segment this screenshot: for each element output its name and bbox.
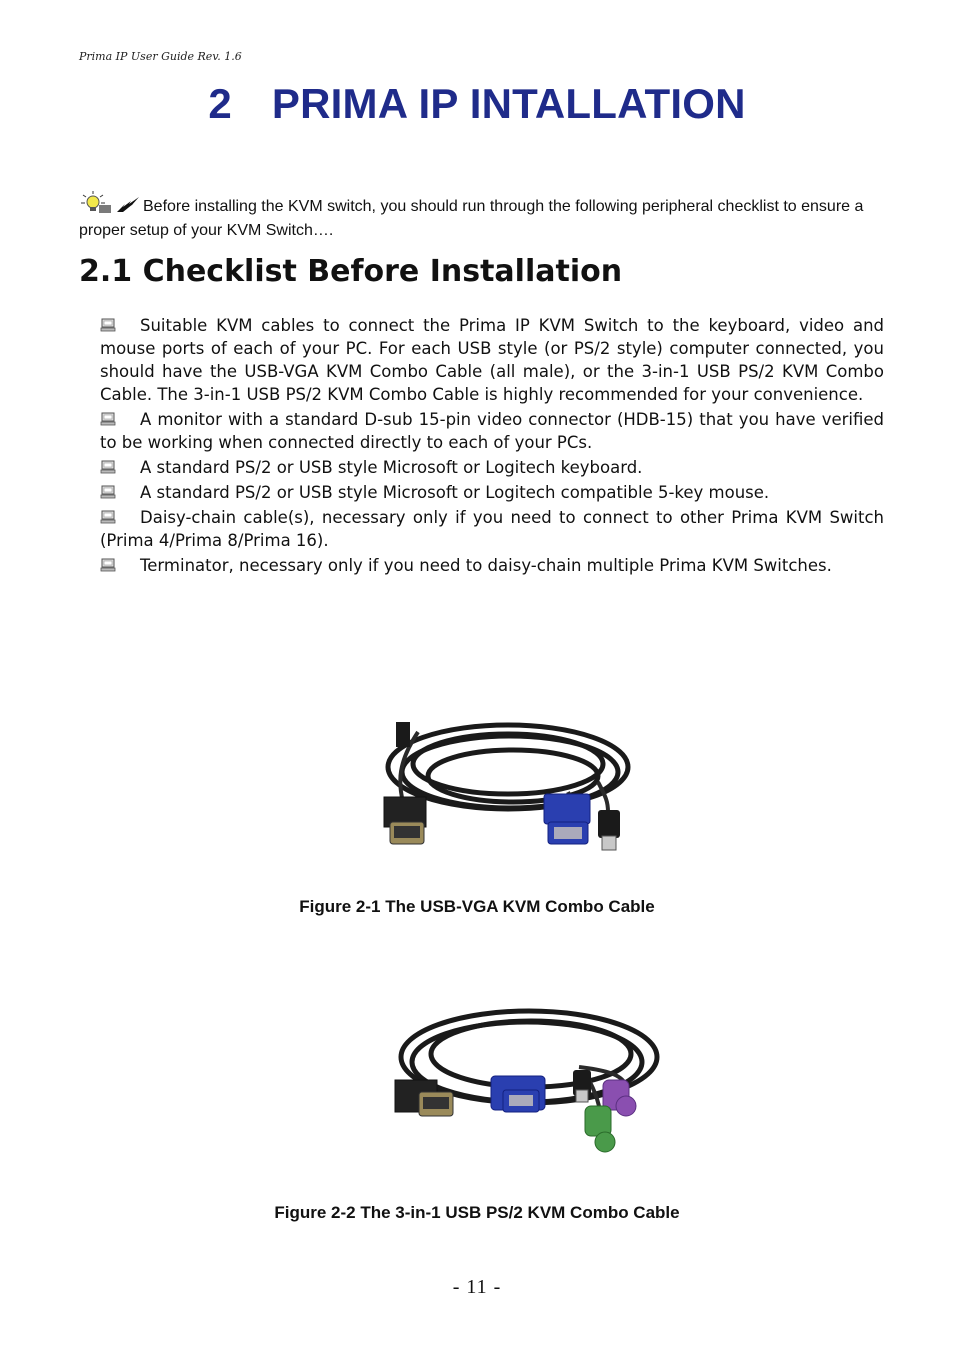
checklist-item: A standard PS/2 or USB style Microsoft or Logitech keyboard. [100,456,884,479]
computer-icon [100,412,116,426]
checklist-item: Terminator, necessary only if you need to daisy-chain multiple Prima KVM Switches. [100,554,884,577]
page-number: - 11 - [452,1276,502,1298]
checklist-item: A monitor with a standard D-sub 15-pin video connector (HDB-15) that you have verified to be working when connected directly to each of your PCs. [100,410,884,452]
checklist-item: Suitable KVM cables to connect the Prima IP KVM Switch to the keyboard, video and mouse ports of each of your PC. For each USB style (or PS/2 style) computer connected, you should have the USB-VGA KVM Combo Cable (all male), or the 3-in-1 USB PS/2 KVM Combo Cable. The 3-in-1 USB PS/2 KVM Combo Cable is highly recommended for your convenience. [100,316,884,404]
checklist-item: A standard PS/2 or USB style Microsoft or Logitech compatible 5-key mouse. [100,481,884,504]
computer-icon [100,485,116,499]
chapter-heading [0,80,954,128]
figure-caption: Figure 2-1 The USB-VGA KVM Combo Cable [299,897,655,916]
intro-paragraph [79,190,884,241]
usb-ps2-cable-photo [379,952,675,1184]
chapter-title: PRIMA IP INTALLATION [271,80,746,127]
checklist [100,314,884,579]
running-header: Prima IP User Guide Rev. 1.6 [79,50,242,63]
intro-text: Before installing the KVM switch, you should run through the following peripheral checklist to ensure a proper setup of your KVM Switch…. [79,198,864,239]
usb-vga-cable-photo [358,672,648,884]
intro-icons [79,190,141,220]
checklist-item: Daisy-chain cable(s), necessary only if you need to connect to other Prima KVM Switch (Prima 4/Prima 8/Prima 16). [100,508,884,550]
section-heading: 2.1 Checklist Before Installation [79,254,623,289]
chapter-number: 2 [208,80,232,127]
computer-icon [100,510,116,524]
lightbulb-icon [79,190,141,214]
figure-caption: Figure 2-2 The 3-in-1 USB PS/2 KVM Combo Cable [274,1203,680,1222]
computer-icon [100,558,116,572]
computer-icon [100,460,116,474]
computer-icon [100,318,116,332]
